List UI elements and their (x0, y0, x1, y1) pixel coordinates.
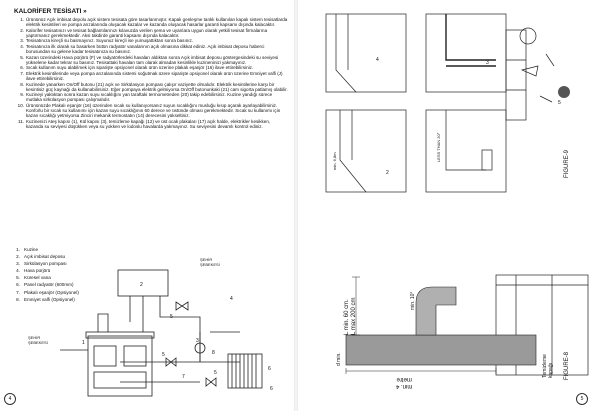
instruction-text: Tesisatınıza kireçli su basmayınız. Suyunuz kireçli ise yumuşattıktan sonra basınız. (26, 38, 194, 44)
instruction-text: Kuzinenizi Ateş kapısı (1), Kül kapısı (3), temizleme kapağı (12) ve üst ocak plakaları (17) açık halde, elektrikler kesikken, kazanda su seviyesi düşükken veya su yokken ve lodoslu havalarda yakmayınız. Su seviyesini devamlı kontrol ediniz. (26, 118, 271, 129)
diagram-label-5c: 5 (214, 370, 217, 376)
legend-number: 8. (16, 296, 20, 302)
instruction-text: Elektrik kesintilerinde veya pompa arızalanında sistemi soğutmak üzere siparişte opsiyonel olarak ürün üzerine Emniyet valfi (J) ilave ettirebilirsiniz. (26, 71, 283, 82)
instruction-text: Ürününüzde Plakalı eşanjör (16) üzerinden sıcak su kullanıyorsanız suyun sıcaklığını musluğu kısıp açarak ayarlayabilirsiniz. Konforlu bir sıcak su kullanımı için kazan suyu sıcaklığının 60 derece ve üstünde olması gerekmektedir. Sıcak su kullanımı için kazan sıcaklığı yetmiyorsa Zinciri mekanik termostatın (14) derecesini yükseltiniz. (26, 103, 281, 119)
heating-installation-diagram (0, 262, 294, 402)
flue-pipe-horizontal (346, 335, 536, 365)
figure-8-label: FIGURE-8 (564, 351, 570, 380)
instruction-text: Tesisatınıza ilk olarak su basarken bütün radyatör vanalarının açık olmasına dikkat ediniz. Açık imbisat deposu haberci borusundan su gelene kadar tesisatınıza su basınız. (26, 44, 265, 55)
instruction-number: 9. (20, 92, 24, 98)
fig8-distance-dimension: min. 4 metre (396, 376, 413, 389)
legend-text: Panel radyatör (600mm) (24, 282, 74, 288)
legend-text: Emniyet valfi (Opsiyonel) (24, 296, 75, 302)
legend-number: 7. (16, 289, 20, 295)
fig9-callout-3: 3 (486, 60, 489, 66)
instruction-number: 5. (20, 54, 24, 60)
instruction-number: 4. (20, 44, 24, 50)
legend-text: Küresel vana (24, 275, 51, 281)
instruction-item (10, 103, 288, 118)
instruction-number: 8. (20, 81, 24, 87)
instruction-text: Kalorifer tesisatınızı ve tesisat bağlantılarınızı kılavuzda verilen şema ve uyarılara uygun olarak yetkili tesisat firmalarına yaptırmanız gerekmektedir. Aksi takdirde garanti kapsamı dışında kalacaktır. (26, 27, 268, 38)
instruction-item (10, 44, 288, 54)
instruction-item (10, 17, 288, 27)
diagram-label-5b: 5 (162, 352, 165, 358)
diagram-label-5a: 5 (170, 314, 173, 320)
figure-8-drawing (296, 205, 592, 411)
diagram-label-7: 7 (182, 374, 185, 380)
radiator-shape (228, 354, 262, 388)
instruction-text: Kuzinede yanarken On/Off butonu (21) açık ve Sirkülasyon pompası çalışır vaziyette olmalıdır. Elektrik kesintilerine karşı bir kesintisiz güç kaynağı da kullanabilirsiniz. Eğer pompaya elektrik gelmiyorsa On/Off butonunkaki (21) cam sigorta patlamış olabilir. (26, 81, 288, 92)
instruction-item (10, 119, 288, 129)
instruction-number: 6. (20, 65, 24, 71)
instruction-number: 1. (20, 17, 24, 22)
instruction-number: 11. (18, 118, 24, 124)
diagram-label-3: 3 (196, 338, 199, 344)
page-number-left: 4 (4, 393, 16, 405)
diagram-label-8: 8 (212, 350, 215, 356)
diagram-label-2: 2 (140, 282, 143, 288)
legend-number: 4. (16, 268, 20, 274)
instruction-item (10, 92, 288, 102)
instruction-text: Ürününüz Açık imbisat depolu açık sistem tesisata göre tasarlanmıştır. Kapalı genleşme tanklı kullanılan kapalı sistem tesisatlarda elektrik kesintileri ve pompa arızalarında oluşacak kazalar ve kazanda oluşacak hasarlar garanti kapsamı dışında kalacaktır. (26, 17, 288, 28)
instruction-item (10, 38, 288, 43)
fig9-callout-2: 2 (386, 170, 389, 176)
instruction-item (10, 28, 288, 38)
legend-text: Sirkülasyon pompası (24, 261, 67, 267)
legend-text: Kuzine (24, 247, 39, 252)
legend-item (12, 246, 172, 253)
instruction-list (10, 17, 288, 130)
fig9-dimension-angle: LESS THAN 20° (436, 132, 441, 162)
diagram-label-6b: 6 (270, 386, 273, 392)
legend-number: 5. (16, 275, 20, 281)
fig9-dimension-min: min. 6,8m (332, 152, 337, 170)
figure-9-drawings (296, 0, 592, 205)
instruction-item (10, 71, 288, 81)
fig8-angle-dimension: min. 10° (410, 291, 416, 310)
expansion-tank-shape (118, 270, 168, 296)
legend-number: 1. (16, 247, 20, 252)
diagram-label-4: 4 (230, 296, 233, 302)
legend-number: 2. (16, 254, 20, 260)
figure-9-label: FIGURE-9 (564, 149, 570, 178)
instruction-item (10, 65, 288, 70)
legend-text: Açık imbisat deposu (24, 254, 66, 260)
instruction-number: 7. (20, 71, 24, 77)
instruction-item (10, 82, 288, 92)
diagram-label-1: 1 (82, 340, 85, 346)
right-page (296, 0, 592, 411)
fig9-callout-5: 5 (558, 100, 561, 106)
instruction-text: Kuzineyi yaktıktan sonra kazan suyu sıcaklığını yan taraftaki termometreden (20) takip edebilirsiniz. Kuzine yandığı sürece mutlaka sirkülasyon pompası çalışmalıdır. (26, 92, 273, 103)
page-number-right: 5 (576, 393, 588, 405)
fig8-cleaning-cover-label: Temizleme kapağı (542, 354, 554, 378)
fig9-callout-4: 4 (376, 57, 379, 63)
instruction-text: Kazan üzerindeki Hava pürjörü (F) ve radyatörlerdeki havaları aldıktan sonra Açık imbisat deposu göstergesindeki su seviyesi yükselene kadar tekrar su basınız. Tesisattaki havaları tam olarak almadan kesinlikle kuzineninizi yakmayınız. (26, 54, 279, 65)
section-title: KALORİFER TESİSATI » (14, 8, 87, 15)
legend-item (12, 253, 172, 260)
fig8-length-dimension: L min. 60 cm. L max 200 cm (344, 297, 357, 335)
legend-number: 6. (16, 282, 20, 288)
fig8-d-min: d min. (336, 352, 342, 366)
instruction-item (10, 55, 288, 65)
city-water-label-bottom: ŞEHİR ŞEBEKESİ (28, 335, 48, 345)
legend-text: Plakalı eşanjör (Opsiyonel) (24, 289, 79, 295)
city-water-label-top: ŞEHİR ŞEBEKESİ (200, 257, 220, 267)
legend-text: Hava pürjörü (24, 268, 51, 274)
diagram-label-6a: 6 (268, 366, 271, 372)
instruction-number: 2. (20, 27, 24, 33)
instruction-text: Sıcak kullanım suyu alabilmek için siparişte opsiyonel olarak ürün üzerine plakalı eşanjör (16) ilave ettirebilirsiniz. (26, 65, 254, 71)
flue-pipe-elbow (416, 287, 456, 335)
instruction-number: 3. (20, 38, 24, 44)
instruction-number: 10. (17, 103, 24, 109)
legend-number: 3. (16, 261, 20, 267)
